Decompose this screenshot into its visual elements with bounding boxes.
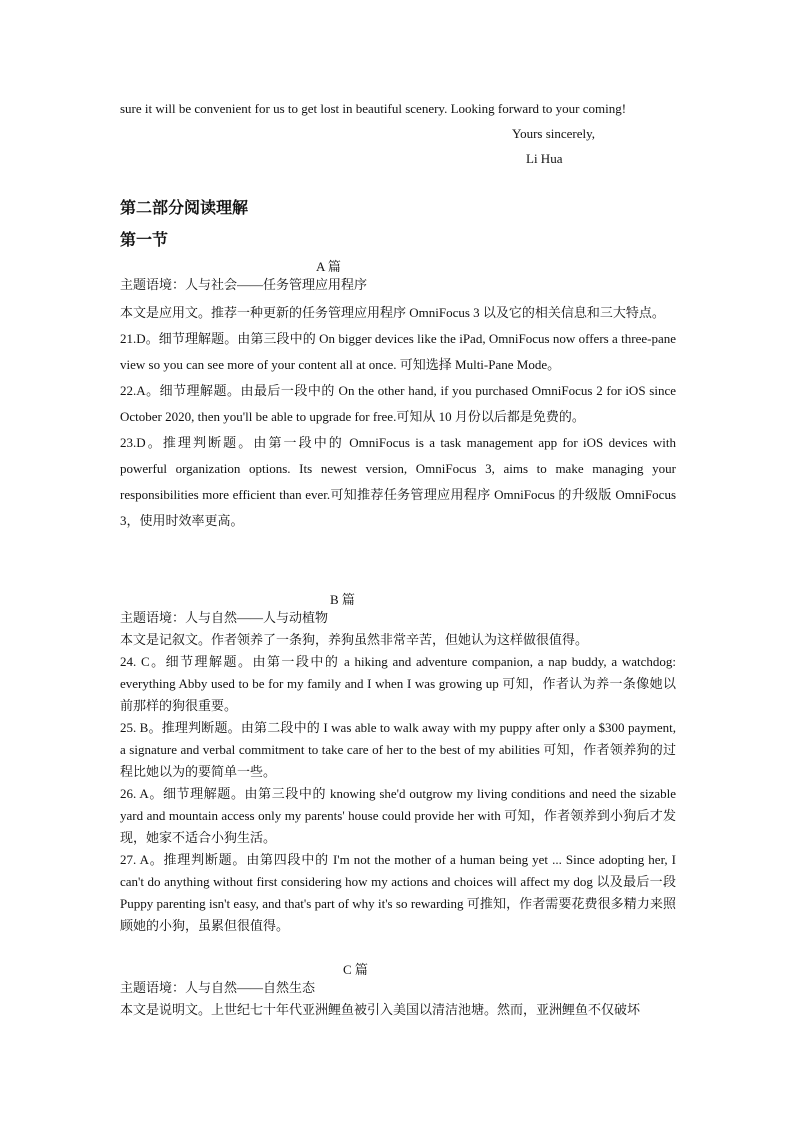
passage-c-theme: 主题语境：人与自然——自然生态 xyxy=(120,980,316,995)
passage-a-title: A 篇 xyxy=(316,259,341,274)
answer-27: 27. A。推理判断题。由第四段中的 I'm not the mother of a human being yet ... Since adopting her, I can't do anything without first considering how my actions and choices will affect my dog 以及最后一段 Puppy parenting isn't easy, and that's part of why it's so rewarding 可推知，作者需要花费很多精力来照顾她的小狗，虽累但很值得。 xyxy=(120,852,676,933)
passage-c-summary: 本文是说明文。上世纪七十年代亚洲鲤鱼被引入美国以清洁池塘。然而，亚洲鲤鱼不仅破坏 xyxy=(120,1002,641,1017)
answer-24: 24. C。细节理解题。由第一段中的 a hiking and adventure companion, a nap buddy, a watchdog: everything Abby used to be for my family and I when I was growing up 可知，作者认为养一条像她以前那样的狗很重要。 xyxy=(120,654,676,713)
subsection-title: 第一节 xyxy=(120,230,169,249)
answer-23: 23.D。推理判断题。由第一段中的 OmniFocus is a task management app for iOS devices with powerful organization options. Its newest version, OmniFocus 3, aims to make managing your responsibilities more efficient than ever.可知推荐任务管理应用程序 OmniFocus 的升级版 OmniFocus 3，使用时效率更高。 xyxy=(120,435,676,528)
passage-b-body xyxy=(120,607,676,937)
answer-21: 21.D。细节理解题。由第三段中的 On bigger devices like the iPad, OmniFocus now offers a three-pane view so you can see more of your content all at once. 可知选择 Multi-Pane Mode。 xyxy=(120,331,676,372)
part-title: 第二部分阅读理解 xyxy=(120,198,249,217)
passage-b-theme: 主题语境：人与自然——人与动植物 xyxy=(120,610,329,625)
passage-c-title: C 篇 xyxy=(343,962,368,977)
letter-closing-line: sure it will be convenient for us to get lost in beautiful scenery. Looking forward to your coming! xyxy=(120,101,627,116)
passage-a-theme: 主题语境：人与社会——任务管理应用程序 xyxy=(120,277,368,292)
passage-b-title: B 篇 xyxy=(330,592,355,607)
passage-b-summary: 本文是记叙文。作者领养了一条狗，养狗虽然非常辛苦，但她认为这样做很值得。 xyxy=(120,632,589,647)
passage-a-summary: 本文是应用文。推荐一种更新的任务管理应用程序 OmniFocus 3 以及它的相关信息和三大特点。 xyxy=(120,305,665,320)
letter-sign-off: Yours sincerely, xyxy=(512,126,596,141)
passage-a-body xyxy=(120,300,676,534)
passage-c-body xyxy=(120,977,676,1021)
answer-22: 22.A。细节理解题。由最后一段中的 On the other hand, if you purchased OmniFocus 2 for iOS since October 2020, then you'll be able to upgrade for free.可知从 10 月份以后都是免费的。 xyxy=(120,383,676,424)
answer-26: 26. A。细节理解题。由第三段中的 knowing she'd outgrow my living conditions and need the sizable yard and mountain access only my parents' house could provide her with 可知，作者领养到小狗后才发现，她家不适合小狗生活。 xyxy=(120,786,676,845)
letter-signature: Li Hua xyxy=(526,151,563,166)
answer-25: 25. B。推理判断题。由第二段中的 I was able to walk away with my puppy after only a $300 payment, a signature and verbal commitment to take care of her to the best of my abilities 可知，作者领养狗的过程比她以为的要简单一些。 xyxy=(120,720,676,779)
